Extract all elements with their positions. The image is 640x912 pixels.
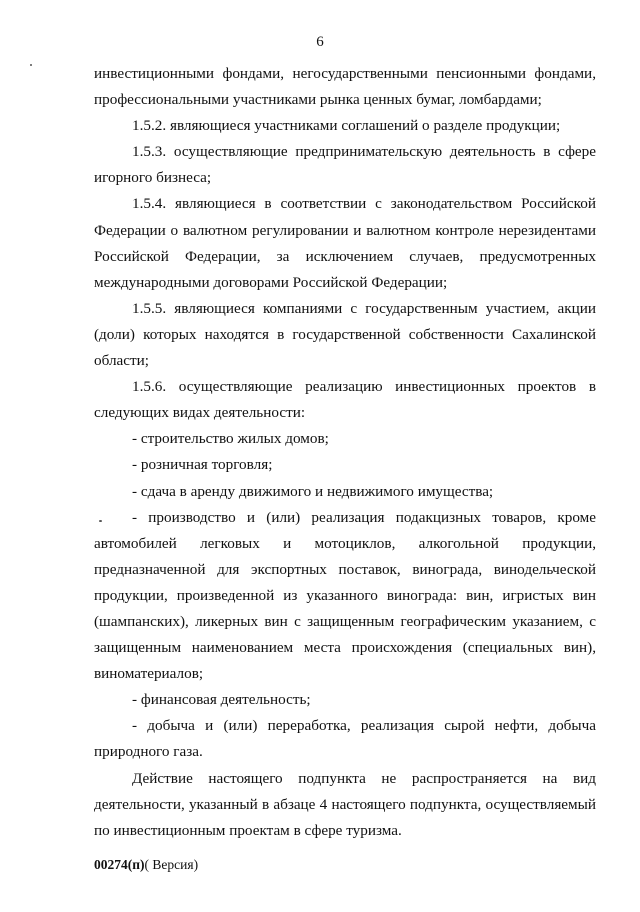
scan-speck bbox=[99, 520, 102, 522]
list-item-retail: - розничная торговля; bbox=[132, 456, 273, 474]
scan-speck bbox=[30, 64, 32, 66]
paragraph-0: инвестиционными фондами, негосударственными пенсионными фондами, профессиональными участниками рынка ценных бумаг, ломбардами; bbox=[94, 65, 596, 109]
document-code bbox=[94, 857, 198, 873]
document-code-number: 00274(п) bbox=[94, 857, 145, 872]
paragraph-1-5-4: 1.5.4. являющиеся в соответствии с законодательством Российской Федерации о валютном регулировании и валютном контроле нерезидентами Российской Федерации, за исключением случаев, предусмотренных международными договорами Российской Федерации; bbox=[94, 195, 596, 291]
paragraph-1-5-5: 1.5.5. являющиеся компаниями с государственным участием, акции (доли) которых находятся в государственной собственности Сахалинской области; bbox=[94, 299, 596, 370]
list-item-excise-goods: - производство и (или) реализация подакцизных товаров, кроме автомобилей легковых и мотоциклов, алкогольной продукции, предназначенной для экспортных поставок, винограда, винодельческой продукции, произведенной из указанного винограда: вин, игристых вин (шампанских), ликерных вин с защищенным географическим указанием, с защищенным наименованием места происхождения (специальных вин), виноматериалов; bbox=[94, 508, 596, 683]
paragraph-1-5-2: 1.5.2. являющиеся участниками соглашений о разделе продукции; bbox=[132, 117, 561, 135]
document-version: ( Версия) bbox=[144, 857, 199, 872]
list-item-rent: - сдача в аренду движимого и недвижимого имущества; bbox=[132, 482, 494, 500]
paragraph-1-5-3: 1.5.3. осуществляющие предпринимательскую деятельность в сфере игорного бизнеса; bbox=[94, 143, 596, 187]
list-item-finance: - финансовая деятельность; bbox=[132, 691, 311, 709]
paragraph-exception: Действие настоящего подпункта не распространяется на вид деятельности, указанный в абзаце 4 настоящего подпункта, осуществляемый по инвестиционным проектам в сфере туризма. bbox=[94, 769, 596, 839]
document-body bbox=[94, 61, 596, 844]
list-item-housing: - строительство жилых домов; bbox=[132, 430, 329, 448]
list-item-oil-gas: - добыча и (или) переработка, реализация сырой нефти, добыча природного газа. bbox=[94, 717, 596, 761]
page-number: 6 bbox=[316, 34, 324, 50]
paragraph-1-5-6: 1.5.6. осуществляющие реализацию инвестиционных проектов в следующих видах деятельности: bbox=[94, 378, 596, 422]
